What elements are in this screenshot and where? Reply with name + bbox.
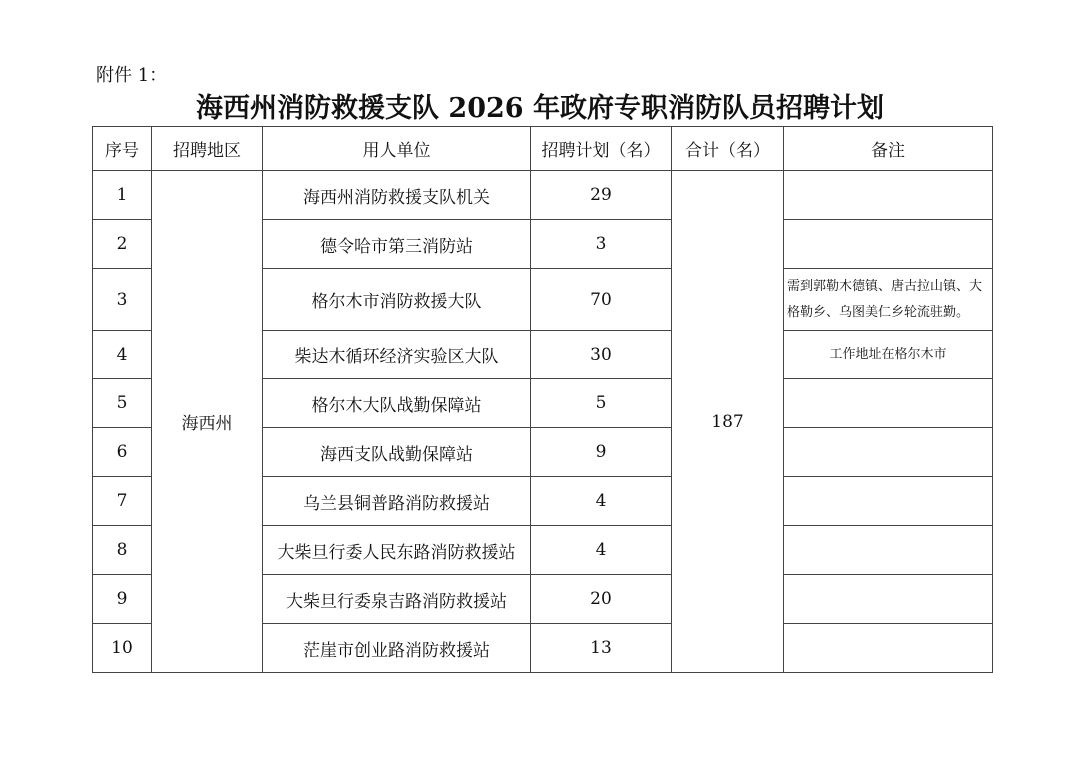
row-note [784,575,993,624]
table-header-row [93,127,993,171]
row-note [784,526,993,575]
total-cell: 187 [672,171,784,673]
row-plan: 20 [531,575,672,624]
row-plan: 4 [531,477,672,526]
row-unit: 柴达木循环经济实验区大队 [263,331,531,379]
row-unit: 海西州消防救援支队机关 [263,171,531,220]
row-index: 5 [93,379,152,428]
row-unit: 大柴旦行委人民东路消防救援站 [263,526,531,575]
header-unit: 用人单位 [263,127,531,171]
row-index: 3 [93,269,152,331]
row-unit: 乌兰县铜普路消防救援站 [263,477,531,526]
row-note [784,220,993,269]
header-plan: 招聘计划（名） [531,127,672,171]
row-plan: 70 [531,269,672,331]
row-note [784,428,993,477]
row-note [784,379,993,428]
header-index: 序号 [93,127,152,171]
row-index: 6 [93,428,152,477]
header-note: 备注 [784,127,993,171]
header-region: 招聘地区 [152,127,263,171]
row-plan: 9 [531,428,672,477]
recruitment-plan-table [92,126,993,673]
row-index: 1 [93,171,152,220]
attachment-label: 附件 1： [96,65,168,86]
row-note [784,477,993,526]
row-unit: 德令哈市第三消防站 [263,220,531,269]
table-row [93,171,993,220]
row-plan: 3 [531,220,672,269]
document-title: 海西州消防救援支队 2026 年政府专职消防队员招聘计划 [196,93,884,124]
row-index: 2 [93,220,152,269]
row-unit: 大柴旦行委泉吉路消防救援站 [263,575,531,624]
row-plan: 4 [531,526,672,575]
region-cell: 海西州 [152,171,263,673]
row-plan: 30 [531,331,672,379]
row-index: 8 [93,526,152,575]
row-index: 7 [93,477,152,526]
row-index: 9 [93,575,152,624]
row-unit: 格尔木市消防救援大队 [263,269,531,331]
row-plan: 5 [531,379,672,428]
row-plan: 29 [531,171,672,220]
row-index: 4 [93,331,152,379]
row-note: 需到郭勒木德镇、唐古拉山镇、大格勒乡、乌图美仁乡轮流驻勤。 [784,269,993,331]
row-note: 工作地址在格尔木市 [784,331,993,379]
row-unit: 格尔木大队战勤保障站 [263,379,531,428]
row-index: 10 [93,624,152,673]
header-total: 合计（名） [672,127,784,171]
row-note [784,624,993,673]
row-unit: 茫崖市创业路消防救援站 [263,624,531,673]
row-unit: 海西支队战勤保障站 [263,428,531,477]
row-plan: 13 [531,624,672,673]
row-note [784,171,993,220]
